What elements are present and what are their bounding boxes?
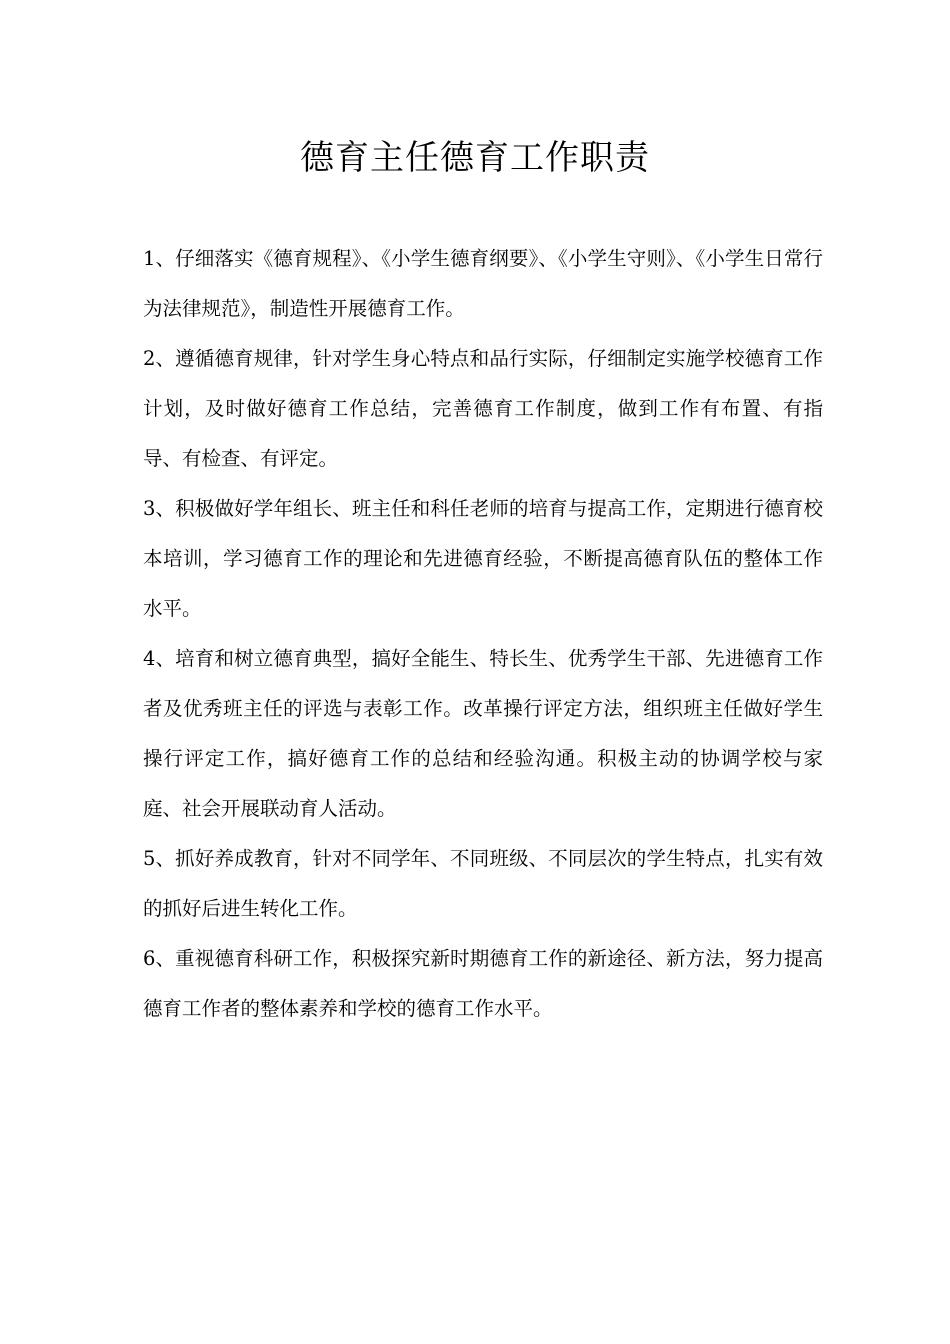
paragraph-5: 5、抓好养成教育，针对不同学年、不同班级、不同层次的学生特点，扎实有效的抓好后进生转化工作。 bbox=[143, 847, 823, 920]
paragraph-2: 2、遵循德育规律，针对学生身心特点和品行实际，仔细制定实施学校德育工作计划，及时做好德育工作总结，完善德育工作制度，做到工作有布置、有指导、有检查、有评定。 bbox=[143, 347, 823, 470]
document-body bbox=[143, 234, 823, 1034]
paragraph-4: 4、培育和树立德育典型，搞好全能生、特长生、优秀学生干部、先进德育工作者及优秀班主任的评选与表彰工作。改革操行评定方法，组织班主任做好学生操行评定工作，搞好德育工作的总结和经验沟通。积极主动的协调学校与家庭、社会开展联动育人活动。 bbox=[143, 647, 823, 820]
paragraph-3: 3、积极做好学年组长、班主任和科任老师的培育与提高工作，定期进行德育校本培训，学习德育工作的理论和先进德育经验，不断提高德育队伍的整体工作水平。 bbox=[143, 497, 823, 620]
paragraph-1: 1、仔细落实《德育规程》、《小学生德育纲要》、《小学生守则》、《小学生日常行为法律规范》，制造性开展德育工作。 bbox=[143, 247, 823, 320]
document-title: 德育主任德育工作职责 bbox=[300, 138, 650, 178]
paragraph-6: 6、重视德育科研工作，积极探究新时期德育工作的新途径、新方法，努力提高德育工作者的整体素养和学校的德育工作水平。 bbox=[143, 947, 823, 1020]
